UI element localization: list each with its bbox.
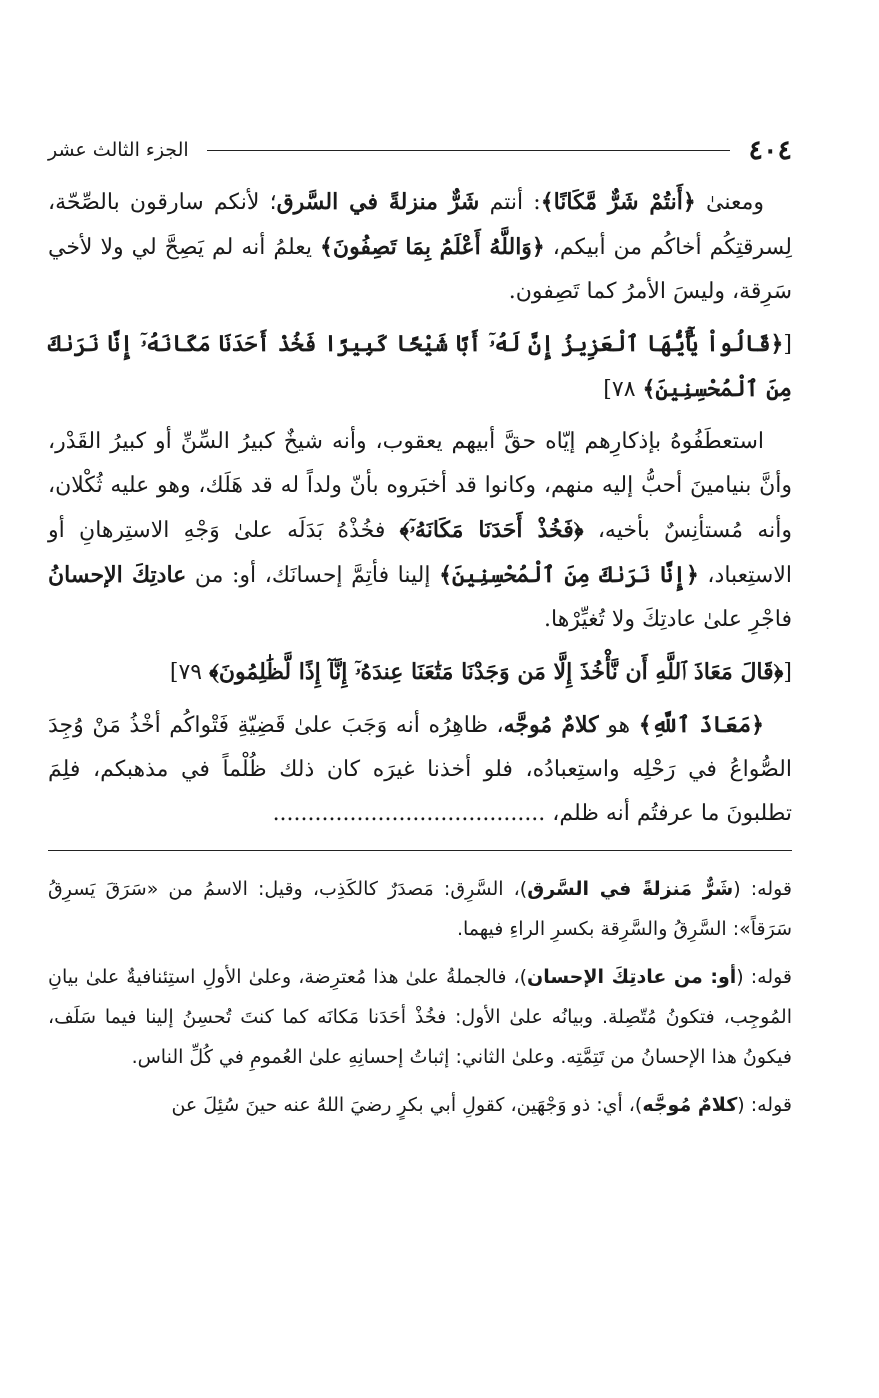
verse-78 <box>48 322 792 412</box>
running-title: الجزء الثالث عشر <box>48 139 189 161</box>
footnotes <box>48 869 792 1125</box>
paragraph-1-text-4: يعلمُ أنه لم يَصِحَّ لي ولا لأخي سَرِقة، وليسَ الأمرُ كما تَصِفون. <box>48 235 792 304</box>
footnote-2-text-2: )، فالجملةُ علىٰ هذا مُعترِضة، وعلىٰ الأولِ استِئنافيةٌ علىٰ بيانِ المُوجِب، فتكونُ مُتّصِلة. وبيانُه علىٰ الأول: فخُذْ أحَدَنا مَكانَه كما كنتَ تُحسِنُ إلينا فيما سَلَف، فيكونُ هذا الإحسانُ من تَتِمَّتِه. وعلىٰ الثاني: إثباتُ إحسانِهِ علىٰ العُمومِ في كُلِّ الناس. <box>48 966 792 1068</box>
bold-phrase-1: شَرٌّ منزلةً في السَّرق <box>276 189 480 215</box>
paragraph-1 <box>48 180 792 314</box>
footnote-2-text-1: قوله: ( <box>736 966 793 988</box>
quran-quote-4: ﴿إِنَّا نَرَىٰكَ مِنَ ٱلْمُحْسِنِينَ﴾ <box>439 562 699 588</box>
footnote-1 <box>48 869 792 949</box>
footnote-1-lemma: شَرٌّ مَنزلةً في السَّرق <box>527 878 734 900</box>
quran-quote-2: ﴿وَاللَّهُ أَعْلَمُ بِمَا تَصِفُونَ﴾ <box>320 234 545 260</box>
paragraph-2 <box>48 420 792 642</box>
footnote-2 <box>48 957 792 1077</box>
paragraph-2-text-1: استعطَفُوهُ بإذكارِهم إيّاه حقَّ أبيهم يعقوب، وأنه شيخٌ كبيرُ السِّنِّ أو كبيرُ القَدْر، وأنَّ بنيامينَ أحبُّ إليه منهم، وكانوا قد أخبَروه بأنّ ولداً له قد هَلَك، وهو عليه ثُكْلان، وأنه مُستأنِسٌ بأخيه، <box>48 429 792 543</box>
footnote-2-lemma: أو: من عادتِكَ الإحسان <box>527 966 737 988</box>
bold-phrase-2: عادتِكَ الإحسانُ <box>48 562 187 588</box>
page-header <box>48 130 792 170</box>
footnote-1-text-1: قوله: ( <box>733 878 793 900</box>
paragraph-3-text-1: هو <box>598 713 639 738</box>
verse-78-open-bracket: [ <box>783 332 792 357</box>
footnote-3-lemma: كلامٌ مُوجَّه <box>642 1094 738 1116</box>
footnote-1-text-2: )، السَّرِق: مَصدَرٌ كالكَذِب، وقيل: الاسمُ من «سَرَقَ يَسرِقُ سَرَقاً»: السَّرِقُ والسَّرِقة بكسرِ الراءِ فيهما. <box>48 878 792 940</box>
verse-79 <box>48 650 792 695</box>
quran-quote-1: ﴿أَنتُمْ شَرٌّ مَّكَانًا﴾ <box>540 189 696 215</box>
verse-79-text: ﴿قَالَ مَعَاذَ ٱللَّهِ أَن نَّأْخُذَ إِلَّا مَن وَجَدْنَا مَتَٰعَنَا عِندَهُۥٓ إِنَّآ إِذًا لَّظَٰلِمُونَ﴾ <box>209 659 784 685</box>
paragraph-3-text-2: ، ظاهِرُه أنه وَجَبَ علىٰ قَضِيّةِ فَتْواكُم أخْذُ مَنْ وُجِدَ الصُّواعُ في رَحْلِه واستِعبادُه، فلو أخذنا غيرَه كان ذلك ظُلْماً في مذهبكم، فلِمَ تطلبونَ ما عرفتُم أنه ظلم، <box>48 713 792 826</box>
header-rule <box>207 150 731 151</box>
book-page <box>48 130 792 1133</box>
paragraph-2-text-2: فخُذْهُ بَدَلَه علىٰ وَجْهِ الاستِرهانِ أو الاستِعباد، <box>48 518 793 588</box>
quran-quote-3: ﴿فَخُذْ أَحَدَنَا مَكَانَهُۥٓ﴾ <box>399 517 584 543</box>
paragraph-2-text-4: فاجْرِ علىٰ عادتِكَ ولا تُغيِّرْها. <box>544 607 792 632</box>
verse-78-number: ٧٨] <box>603 377 643 402</box>
main-text <box>48 180 792 836</box>
paragraph-1-text-1: ومعنىٰ <box>695 190 765 215</box>
footnote-3 <box>48 1085 792 1125</box>
bold-phrase-3: كلامٌ مُوجَّه <box>503 712 599 738</box>
footnote-3-text-1: قوله: ( <box>737 1094 792 1116</box>
paragraph-3 <box>48 703 792 836</box>
paragraph-2-text-3: إلينا فأتِمَّ إحسانَك، أو: من <box>186 563 440 588</box>
continuation-dots: ....................................... <box>272 801 546 826</box>
verse-79-open-bracket: [ <box>783 660 792 685</box>
page-number: ٤٠٤ <box>748 134 792 166</box>
footnote-separator <box>48 850 792 851</box>
quran-quote-5: ﴿مَعَاذَ ٱللَّهِ﴾ <box>638 712 764 738</box>
verse-78-text: ﴿قَالُواْ يَٰٓأَيُّهَا ٱلْعَزِيزُ إِنَّ لَهُۥٓ أَبًا شَيْخًا كَبِيرًا فَخُذْ أَحَدَنَا مَكَانَهُۥٓ إِنَّا نَرَىٰكَ مِنَ ٱلْمُحْسِنِينَ﴾ <box>48 331 792 402</box>
paragraph-1-text-2: : أنتم <box>479 190 541 215</box>
footnote-3-text-2: )، أي: ذو وَجْهَين، كقولِ أبي بكرٍ رضيَ اللهُ عنه حينَ سُئِلَ عن <box>171 1094 643 1116</box>
paragraph-1-text-3: ؛ لأنكم سارقون بالصِّحّة، لِسرقتِكُم أخاكُم من أبيكم، <box>48 190 792 260</box>
verse-79-number: ٧٩] <box>169 660 210 685</box>
